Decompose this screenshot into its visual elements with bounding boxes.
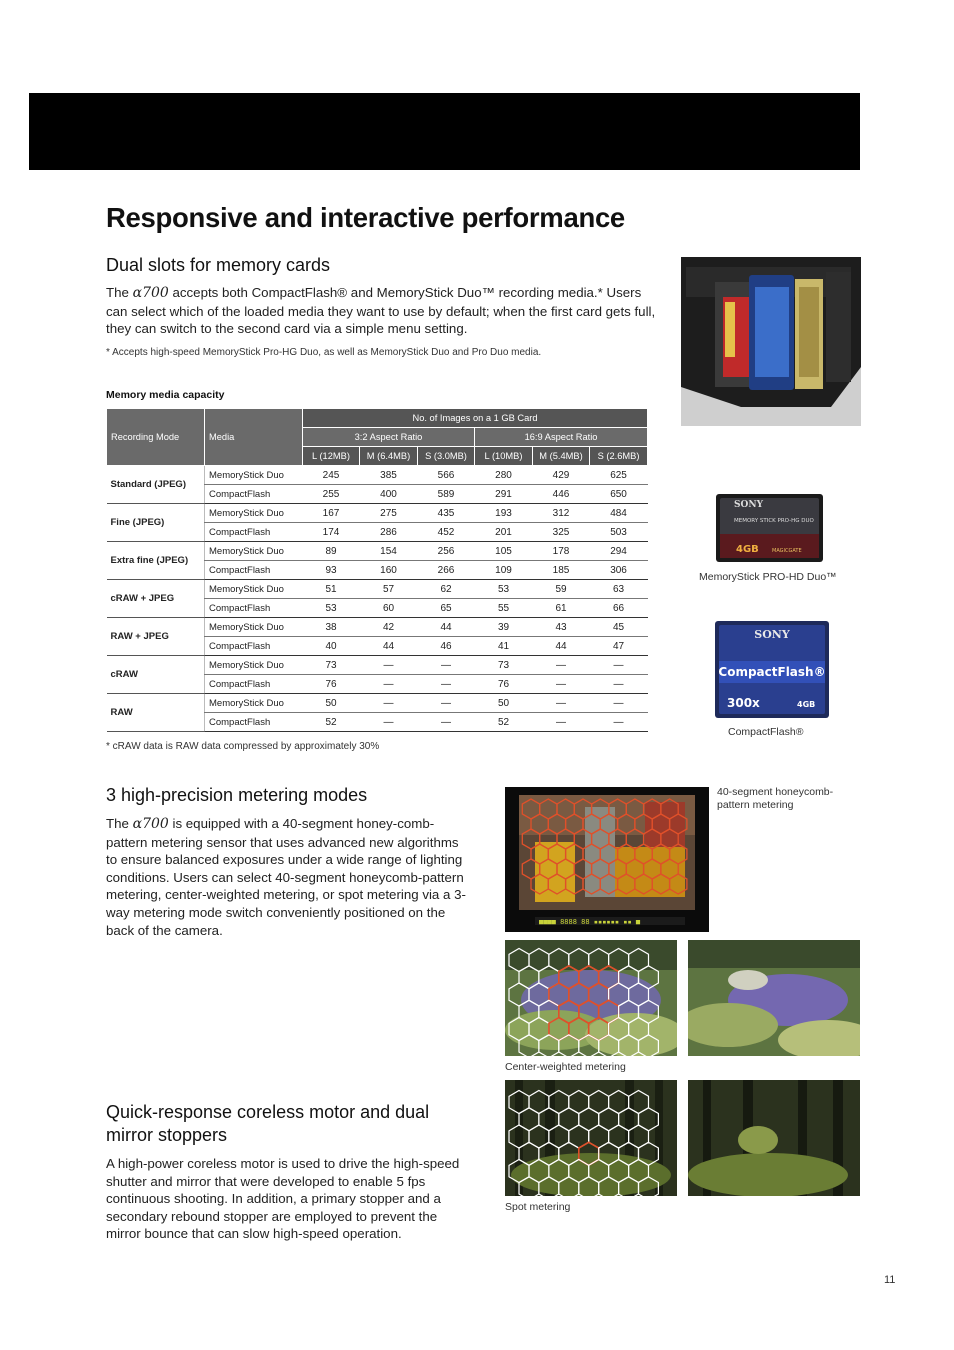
- value-cell: 60: [360, 599, 418, 618]
- compactflash-caption: CompactFlash®: [728, 726, 804, 738]
- table-row: [107, 466, 648, 485]
- caption-40-segment: 40-segment honeycomb-pattern metering: [717, 786, 834, 811]
- model-name: α700: [132, 816, 169, 832]
- value-cell: —: [590, 713, 648, 732]
- value-cell: —: [360, 694, 418, 713]
- media-cell: MemoryStick Duo: [205, 618, 303, 637]
- viewfinder-40-segment-photo: [505, 787, 709, 932]
- ms-capacity: 4GB: [736, 544, 759, 555]
- value-cell: —: [360, 713, 418, 732]
- metering-prefix: The: [106, 816, 133, 831]
- value-cell: 65: [418, 599, 475, 618]
- value-cell: 43: [533, 618, 590, 637]
- ms-line: MEMORY STICK PRO-HG DUO: [734, 518, 814, 524]
- media-cell: MemoryStick Duo: [205, 466, 303, 485]
- media-cell: CompactFlash: [205, 637, 303, 656]
- dual-slot-photo: [681, 257, 861, 426]
- value-cell: 51: [303, 580, 360, 599]
- value-cell: 625: [590, 466, 648, 485]
- value-cell: 39: [475, 618, 533, 637]
- memory-capacity-table: [106, 408, 648, 732]
- value-cell: 275: [360, 504, 418, 523]
- col-ratio-3-2: 3:2 Aspect Ratio: [303, 428, 475, 447]
- value-cell: 306: [590, 561, 648, 580]
- value-cell: 105: [475, 542, 533, 561]
- metering-text: is equipped with a 40-segment honey-comb-pattern metering sensor that uses advanced new algorithms to ensure balanced exposures under a wide range of lighting conditions. Users can select 40-segment honeycomb-pattern metering, center-weighted metering, or spot metering via a 3-way metering mode switch conveniently positioned on the back of the camera.: [106, 816, 466, 938]
- value-cell: 41: [475, 637, 533, 656]
- col-size: L (12MB): [303, 447, 360, 466]
- media-cell: MemoryStick Duo: [205, 656, 303, 675]
- value-cell: 42: [360, 618, 418, 637]
- motor-heading: Quick-response coreless motor and dual mirror stoppers: [106, 1102, 430, 1145]
- center-weighted-photo: [688, 940, 860, 1056]
- recording-mode-cell: Fine (JPEG): [107, 504, 205, 542]
- value-cell: 201: [475, 523, 533, 542]
- value-cell: 73: [475, 656, 533, 675]
- value-cell: 429: [533, 466, 590, 485]
- compactflash-image: [715, 621, 829, 718]
- media-cell: CompactFlash: [205, 713, 303, 732]
- value-cell: 59: [533, 580, 590, 599]
- value-cell: 62: [418, 580, 475, 599]
- value-cell: —: [590, 656, 648, 675]
- value-cell: 400: [360, 485, 418, 504]
- media-cell: CompactFlash: [205, 561, 303, 580]
- col-group-images: No. of Images on a 1 GB Card: [303, 409, 648, 428]
- value-cell: —: [418, 656, 475, 675]
- col-media: Media: [205, 409, 303, 466]
- value-cell: 47: [590, 637, 648, 656]
- value-cell: 385: [360, 466, 418, 485]
- value-cell: —: [533, 713, 590, 732]
- metering-heading: 3 high-precision metering modes: [106, 785, 368, 805]
- header-bar: [29, 93, 860, 170]
- media-cell: MemoryStick Duo: [205, 504, 303, 523]
- value-cell: 109: [475, 561, 533, 580]
- page-title: Responsive and interactive performance: [106, 202, 625, 233]
- ms-gate: MAGICGATE: [772, 548, 802, 554]
- value-cell: 46: [418, 637, 475, 656]
- value-cell: —: [418, 675, 475, 694]
- center-weighted-overlay-photo: [505, 940, 677, 1056]
- media-cell: CompactFlash: [205, 485, 303, 504]
- recording-mode-cell: cRAW + JPEG: [107, 580, 205, 618]
- media-cell: CompactFlash: [205, 523, 303, 542]
- value-cell: 45: [590, 618, 648, 637]
- value-cell: 280: [475, 466, 533, 485]
- value-cell: 66: [590, 599, 648, 618]
- dual-slots-paragraph: [106, 284, 662, 338]
- col-size: M (6.4MB): [360, 447, 418, 466]
- dual-slots-footnote: * Accepts high-speed MemoryStick Pro-HG Duo, as well as MemoryStick Duo and Pro Duo media.: [106, 347, 542, 358]
- value-cell: 44: [418, 618, 475, 637]
- value-cell: 53: [475, 580, 533, 599]
- value-cell: 503: [590, 523, 648, 542]
- table-row: [107, 656, 648, 675]
- value-cell: 294: [590, 542, 648, 561]
- value-cell: 589: [418, 485, 475, 504]
- value-cell: 174: [303, 523, 360, 542]
- motor-paragraph: A high-power coreless motor is used to drive the high-speed shutter and mirror that were developed to enable 5 fps continuous shooting. In addition, a primary stopper and a secondary rebound stopper are employed to prevent the mirror bounce that can slow high-speed operation.: [106, 1156, 460, 1242]
- dual-slots-prefix: The: [106, 285, 133, 300]
- dual-slots-heading: Dual slots for memory cards: [106, 255, 331, 275]
- table-row: [107, 580, 648, 599]
- value-cell: 50: [475, 694, 533, 713]
- value-cell: 44: [360, 637, 418, 656]
- cf-brand: SONY: [754, 628, 790, 641]
- value-cell: 185: [533, 561, 590, 580]
- memorystick-caption: MemoryStick PRO-HD Duo™: [699, 571, 837, 583]
- value-cell: 312: [533, 504, 590, 523]
- value-cell: 38: [303, 618, 360, 637]
- media-cell: CompactFlash: [205, 599, 303, 618]
- value-cell: 93: [303, 561, 360, 580]
- recording-mode-cell: RAW: [107, 694, 205, 732]
- ms-brand: SONY: [734, 500, 763, 510]
- page-number: 11: [884, 1274, 896, 1286]
- col-size: L (10MB): [475, 447, 533, 466]
- col-recording-mode: Recording Mode: [107, 409, 205, 466]
- value-cell: 484: [590, 504, 648, 523]
- table-caption: Memory media capacity: [106, 389, 225, 401]
- value-cell: 57: [360, 580, 418, 599]
- svg-text:■■■■ 8888 88 ▪▪▪▪▪▪ ▪▪ ■: ■■■■ 8888 88 ▪▪▪▪▪▪ ▪▪ ■: [539, 918, 641, 926]
- value-cell: 286: [360, 523, 418, 542]
- value-cell: 53: [303, 599, 360, 618]
- value-cell: 245: [303, 466, 360, 485]
- caption-center-weighted: Center-weighted metering: [505, 1061, 626, 1073]
- recording-mode-cell: cRAW: [107, 656, 205, 694]
- value-cell: —: [533, 694, 590, 713]
- value-cell: 650: [590, 485, 648, 504]
- value-cell: 255: [303, 485, 360, 504]
- value-cell: 44: [533, 637, 590, 656]
- value-cell: 566: [418, 466, 475, 485]
- value-cell: 52: [303, 713, 360, 732]
- media-cell: CompactFlash: [205, 675, 303, 694]
- value-cell: 446: [533, 485, 590, 504]
- col-size: M (5.4MB): [533, 447, 590, 466]
- col-size: S (3.0MB): [418, 447, 475, 466]
- value-cell: 325: [533, 523, 590, 542]
- value-cell: 291: [475, 485, 533, 504]
- model-name: α700: [132, 285, 169, 301]
- value-cell: 452: [418, 523, 475, 542]
- memorystick-image: [716, 494, 823, 562]
- value-cell: —: [418, 713, 475, 732]
- value-cell: 435: [418, 504, 475, 523]
- value-cell: 61: [533, 599, 590, 618]
- table-footnote: * cRAW data is RAW data compressed by approximately 30%: [106, 741, 380, 752]
- table-row: [107, 542, 648, 561]
- value-cell: 178: [533, 542, 590, 561]
- value-cell: 50: [303, 694, 360, 713]
- value-cell: —: [590, 694, 648, 713]
- metering-paragraph: [106, 815, 466, 939]
- value-cell: 63: [590, 580, 648, 599]
- value-cell: 55: [475, 599, 533, 618]
- col-size: S (2.6MB): [590, 447, 648, 466]
- value-cell: 160: [360, 561, 418, 580]
- value-cell: 89: [303, 542, 360, 561]
- table-row: [107, 694, 648, 713]
- value-cell: —: [533, 675, 590, 694]
- value-cell: 52: [475, 713, 533, 732]
- recording-mode-cell: Standard (JPEG): [107, 466, 205, 504]
- spot-photo: [688, 1080, 860, 1196]
- cf-capacity: 4GB: [797, 700, 816, 709]
- value-cell: —: [533, 656, 590, 675]
- media-cell: MemoryStick Duo: [205, 542, 303, 561]
- value-cell: 167: [303, 504, 360, 523]
- recording-mode-cell: Extra fine (JPEG): [107, 542, 205, 580]
- value-cell: 40: [303, 637, 360, 656]
- table-row: [107, 504, 648, 523]
- value-cell: 76: [303, 675, 360, 694]
- cf-spec: 300x: [727, 696, 760, 710]
- value-cell: 76: [475, 675, 533, 694]
- dual-slots-text: accepts both CompactFlash® and MemoryStick Duo™ recording media.* Users can select which of the loaded media they want to use by default; when the first card gets full, they can switch to the second card via a simple menu setting.: [106, 285, 656, 337]
- value-cell: 154: [360, 542, 418, 561]
- media-cell: MemoryStick Duo: [205, 580, 303, 599]
- value-cell: 266: [418, 561, 475, 580]
- cf-name: CompactFlash®: [718, 665, 826, 679]
- value-cell: —: [360, 675, 418, 694]
- spot-overlay-photo: [505, 1080, 677, 1196]
- table-row: [107, 618, 648, 637]
- caption-spot: Spot metering: [505, 1201, 571, 1213]
- recording-mode-cell: RAW + JPEG: [107, 618, 205, 656]
- value-cell: 193: [475, 504, 533, 523]
- value-cell: —: [590, 675, 648, 694]
- value-cell: 256: [418, 542, 475, 561]
- col-ratio-16-9: 16:9 Aspect Ratio: [475, 428, 648, 447]
- value-cell: —: [360, 656, 418, 675]
- value-cell: —: [418, 694, 475, 713]
- media-cell: MemoryStick Duo: [205, 694, 303, 713]
- value-cell: 73: [303, 656, 360, 675]
